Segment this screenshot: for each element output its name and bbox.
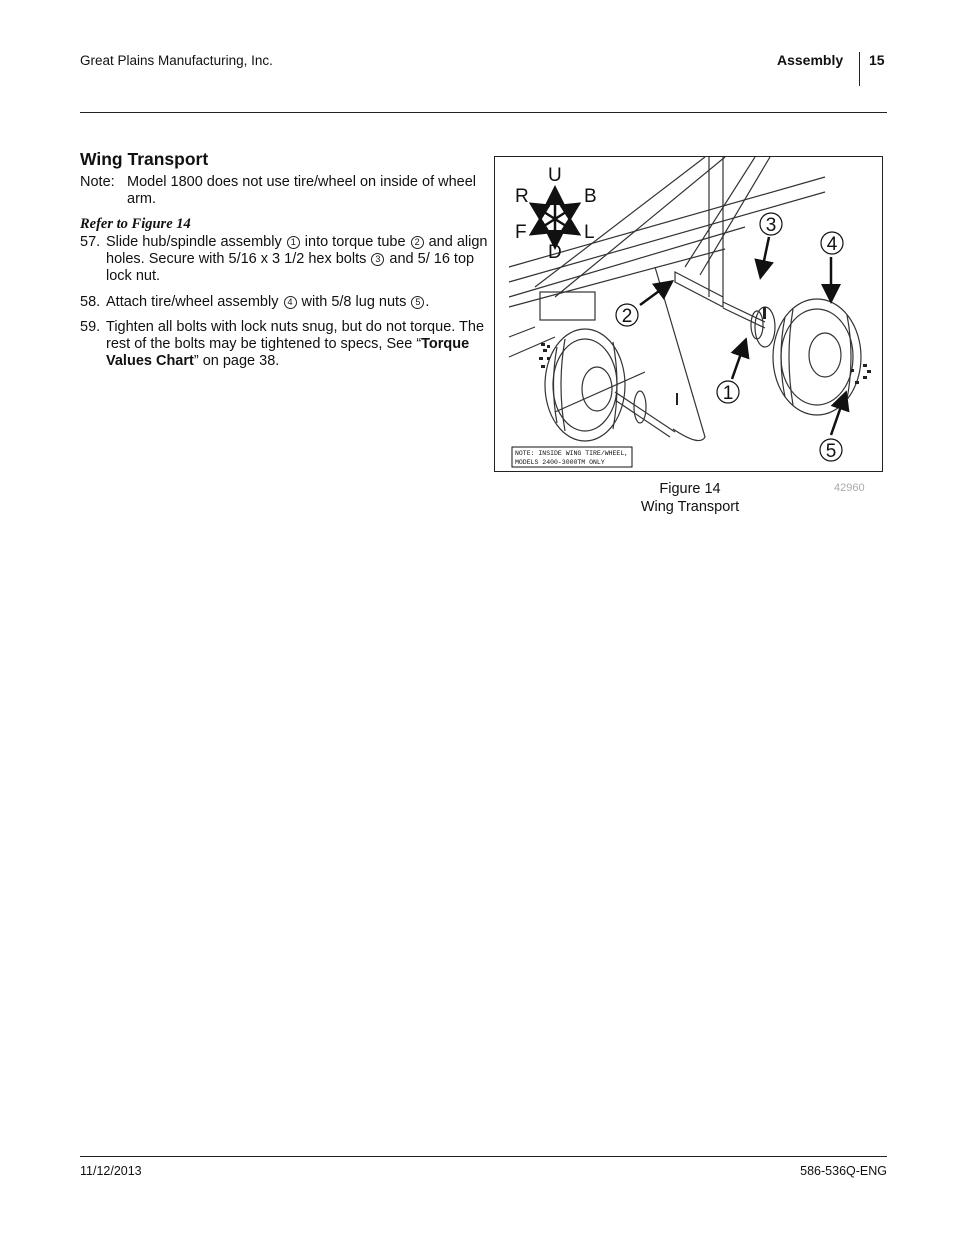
callout-1-ref: 1: [287, 236, 300, 249]
step-number: 57.: [80, 234, 101, 250]
callout-1: 1: [722, 383, 734, 404]
direction-back-label: B: [584, 186, 597, 207]
section-title: Wing Transport: [80, 149, 209, 169]
step-text-part: .: [425, 294, 430, 310]
note-label: Note:: [80, 174, 115, 190]
footer-doc-code: 586-536Q-ENG: [800, 1164, 887, 1178]
figure-note-line-2: MODELS 2400-3000TM ONLY: [515, 459, 605, 466]
figure-caption-title: Wing Transport: [640, 499, 740, 515]
step-text: [106, 319, 494, 370]
callout-5: 5: [825, 441, 837, 462]
wing-transport-drawing: [495, 157, 883, 472]
callout-numbers: [622, 215, 838, 462]
callout-2-ref: 2: [411, 236, 424, 249]
direction-compass: [533, 190, 577, 245]
bottom-rule: [80, 1156, 887, 1157]
header-divider: [859, 52, 860, 86]
step-text-part: and 5/ 16 top lock nut.: [106, 251, 475, 284]
step-text: [106, 294, 494, 311]
step-text-part: Tighten all bolts with lock nuts snug, but do not torque. The rest of the bolts may be tightened to specs, See “: [106, 319, 485, 352]
callout-3: 3: [765, 215, 777, 236]
direction-left-label: L: [584, 222, 595, 243]
footer-date: 11/12/2013: [80, 1164, 142, 1178]
figure-reference: Refer to Figure 14: [80, 216, 191, 232]
step-text: [106, 234, 494, 285]
lug-nuts: [539, 307, 871, 405]
figure-14-illustration: [494, 156, 883, 472]
inside-tire: [545, 267, 705, 441]
note-text: Model 1800 does not use tire/wheel on inside of wheel arm.: [127, 174, 477, 207]
callout-4: 4: [826, 234, 838, 255]
callout-4-ref: 4: [284, 296, 297, 309]
callout-5-ref: 5: [411, 296, 424, 309]
direction-right-label: R: [515, 186, 529, 207]
callout-3-ref: 3: [371, 253, 384, 266]
step-text-part: with 5/8 lug nuts: [297, 294, 411, 310]
step-text-part: Attach tire/wheel assembly: [106, 294, 283, 310]
figure-caption-number: Figure 14: [659, 481, 721, 497]
figure-image-id: 42960: [834, 482, 865, 494]
step-text-part: ” on page 38.: [193, 353, 280, 369]
step-number: 59.: [80, 319, 101, 335]
top-rule: [80, 112, 887, 113]
direction-front-label: F: [515, 222, 527, 243]
torque-chart-link: Torque Values Chart: [106, 336, 470, 369]
step-number: 58.: [80, 294, 101, 310]
direction-down-label: D: [548, 242, 562, 263]
figure-note-line-1: NOTE: INSIDE WING TIRE/WHEEL,: [515, 450, 629, 457]
header-company: Great Plains Manufacturing, Inc.: [80, 53, 273, 68]
direction-up-label: U: [548, 165, 562, 186]
header-section: Assembly: [777, 52, 844, 68]
step-text-part: Slide hub/spindle assembly: [106, 234, 286, 250]
step-text-part: and align holes. Secure with 5/16 x 3 1/2 hex bolts: [106, 234, 488, 267]
callout-2: 2: [621, 306, 633, 327]
step-text-part: into torque tube: [300, 234, 410, 250]
figure-caption: [600, 480, 780, 516]
header-page-number: 15: [869, 52, 885, 68]
